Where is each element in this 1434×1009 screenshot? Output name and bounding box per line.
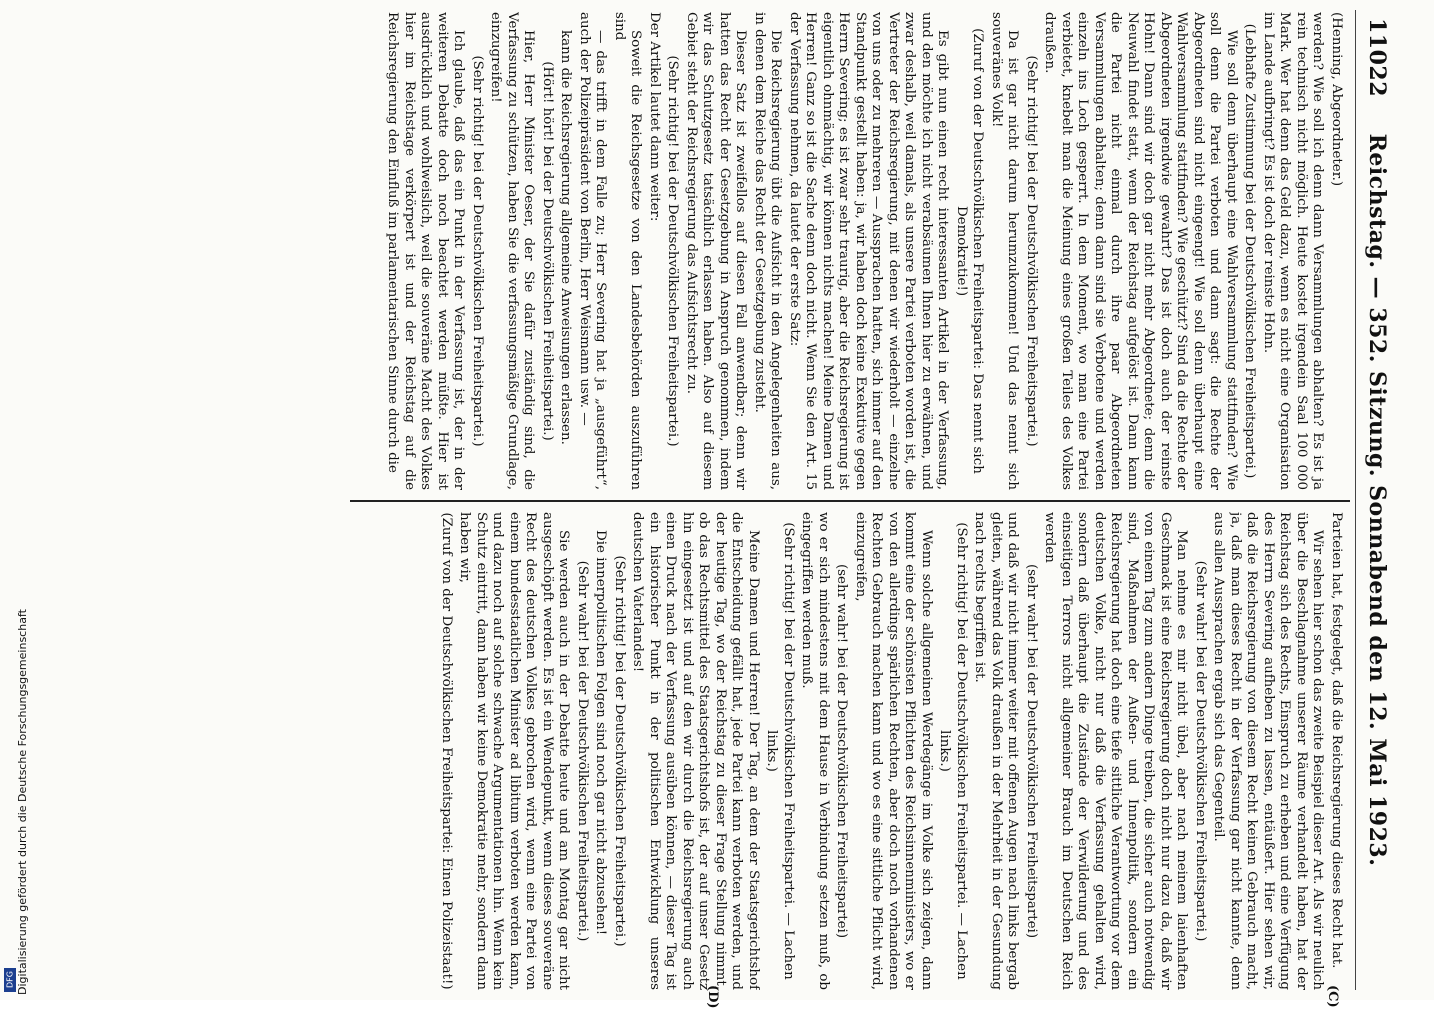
paragraph: (Sehr richtig! bei der Deutschvölkischen Freiheitspartei.) bbox=[612, 555, 627, 947]
paragraph: Hier, Herr Minister Oeser, der Sie dafür zuständig sind, die Verfassung zu schützen, haben Sie die verfassungsmäßige Grundlage, einzugreifen! bbox=[488, 12, 537, 490]
dfg-logo: DFG bbox=[4, 968, 16, 992]
paragraph: kann die Reichsregierung allgemeine Anweisungen erlassen. bbox=[558, 30, 574, 445]
page-title: Reichstag. — 352. Sitzung. Sonnabend den 12. Mai 1923. bbox=[1364, 133, 1390, 867]
digitization-footer bbox=[2, 0, 29, 1000]
paragraph: (Sehr richtig! bei der Deutschvölkischen Freiheitspartei.) bbox=[470, 55, 485, 447]
paragraph: Wenn solche allgemeinen Werdegänge im Volke sich zeigen, dann kommt eine der schönsten Pflichten des Reichsinnenministers, wo er von den allerdings spärlichen Rechten, aber doch noch vorhandenen Rechten Gebrauch machen kann und wo es eine sittliche Pflicht wird, einzugreifen, bbox=[853, 512, 934, 990]
paragraph: — das trifft in dem Falle zu; Herr Severing hat ja „ausgeführt“, auch der Polizeipräsident von Berlin, Herr Weismann usw. — bbox=[577, 12, 609, 490]
paragraph: Der Artikel lautet dann weiter: bbox=[647, 12, 662, 222]
paragraph: werden? Wie soll ich denn dann Versammlungen abhalten? Es ist ja rein technisch nicht möglich. Heute kostet irgendein Saal 100 000 Mark. Wer hat denn das Geld dazu, wenn es nicht eine Organisation im Lande aufbringt? Es ist doch der reinste Hohn. bbox=[1261, 12, 1326, 490]
paragraph: (Sehr richtig! bei der Deutschvölkischen Freiheitspartei.) bbox=[665, 55, 681, 447]
digitization-credit: Digitalisierung gefördert durch die Deutsche Forschungsgemeinschaft bbox=[16, 609, 29, 995]
paragraph: (Zuruf von der Deutschvölkischen Freiheitspartei: Einen Polizeistaat!) bbox=[439, 512, 454, 990]
column-divider bbox=[350, 500, 1350, 502]
document-sheet bbox=[20, 0, 1400, 1009]
paragraph: Wie soll denn überhaupt eine Wahlversammlung stattfinden? Wie soll denn die Partei verboten und dann sagt: die Rechte der Abgeordneten sind nicht eingeengt! Wie soll denn überhaupt eine Wahlversammlung stattfinden? Wie geschützt? Sind da die Rechte der Abgeordneten irgendwie gewahrt? Das ist doch auch der reinste Hohn! Dann sind wir doch gar nicht mehr Abgeordnete; denn die Neuwahl findet statt, wenn der Reichstag aufgelöst ist. Dann kann die Partei nicht einmal durch ihre paar Abgeordneten Versammlungen abhalten; denn dann sind sie Verbotene und werden einzeln ins Loch gesperrt. In dem Moment, wo man eine Partei verbietet, knebelt man die Meinung eines großen Teiles des Volkes draußen. bbox=[1042, 12, 1239, 490]
page-header bbox=[1354, 10, 1394, 990]
paragraph: Sie werden auch in der Debatte heute und am Montag gar nicht ausgeschöpft werden. Es ist ein Wendepunkt, wenn dieses souveräne Recht des deutschen Volkes gebrochen wird, wenn eine Partei von einem bundesstaatlichen Minister ad libitum verboten werden kann, und dazu noch auf solche schwache Argumentationen hin. Wenn kein Schutz eintritt, dann haben wir keine Demokratie mehr, sondern dann haben wir, bbox=[457, 512, 572, 990]
paragraph: (Sehr richtig! bei der Deutschvölkischen Freiheitspartei.) bbox=[1024, 55, 1039, 447]
paragraph: (Henning, Abgeordneter.) bbox=[1329, 12, 1344, 187]
paragraph: (sehr wahr! bei der Deutschvölkischen Freiheitspartei) bbox=[834, 563, 850, 939]
paragraph: (Sehr richtig! bei der Deutschvölkischen Freiheitspartei. — Lachen links.) bbox=[764, 522, 796, 980]
paragraph: Wir sehen hier schon das zweite Beispiel dieser Art. Als wir neulich über die Beschlagnahme unserer Räume verhandelt haben, hat der Reichstag sich des Rechts, Einspruch zu erheben und eine Verfügung des Herrn Severing aufheben zu lassen, entäußert. Hier sehen wir, daß die Reichsregierung von diesem Recht keinen Gebrauch macht, ja, daß man dieses Recht in der Verfassung gar nicht kannte, denn aus allen Aussprachen ergab sich das Gegenteil. bbox=[1211, 512, 1326, 990]
paragraph: Die innerpolitischen Folgen sind noch gar nicht abzusehen! bbox=[593, 530, 609, 936]
paragraph: Ich glaube, daß das ein Punkt in der Verfassung ist, der in der weiteren Debatte doch noch beachtet werden müßte. Hier ist ausdrücklich und wohlweislich, weil die souveräne Macht des Volkes hier im Reichstage verkörpert ist und der Reichstag auf die Reichsregierung den Einfluß im parlamentarischen Sinne durch die bbox=[385, 12, 467, 490]
page-number: 11022 bbox=[1364, 18, 1390, 98]
paragraph: und daß wir nicht immer weiter mit offenen Augen nach links bergab gleiten, während das Volk draußen in der Mehrheit in der Gesundung nach rechts begriffen ist. bbox=[972, 512, 1021, 990]
left-column bbox=[344, 12, 1344, 490]
margin-mark-d: (D) bbox=[705, 985, 720, 1009]
paragraph: (Sehr wahr! bei der Deutschvölkischen Freiheitspartei.) bbox=[575, 560, 590, 942]
header-rule bbox=[1355, 10, 1356, 990]
paragraph: (Sehr richtig! bei der Deutschvölkischen Freiheitspartei. — Lachen links.) bbox=[937, 522, 969, 980]
paragraph: (Lebhafte Zustimmung bei der Deutschvölkischen Freiheitspartei.) bbox=[1242, 23, 1258, 479]
paragraph: (sehr wahr! bei der Deutschvölkischen Freiheitspartei) bbox=[1024, 563, 1039, 939]
paragraph: Es gibt nun einen recht interessanten Artikel in der Verfassung, und den möchte ich nicht verabsäumen Ihnen hier zu erwähnen, und zwar deshalb, weil damals, als unsere Partei verboten worden ist, die Vertreter der Reichsregierung, mit denen wir wiederholt — einzelne von uns oder zu mehreren — Aussprachen hatten, sich immer auf den Standpunkt gestellt haben: ja, wir haben doch keine Exekutive gegen Herrn Severing; es ist zwar sehr traurig, aber die Reichsregierung ist eigentlich ohnmächtig, wir können nichts machen! Meine Damen und Herren! Ganz so ist die Sache denn doch nicht. Wenn Sie den Art. 15 der Verfassung nehmen, da lautet der erste Satz: bbox=[787, 12, 951, 490]
right-column bbox=[344, 512, 1344, 990]
margin-mark-c: (C) bbox=[1325, 985, 1340, 1008]
paragraph: Die Reichsregierung übt die Aufsicht in den Angelegenheiten aus, in denen dem Reiche das Recht der Gesetzgebung zusteht. bbox=[752, 12, 784, 490]
paragraph: (Hört! hört! bei der Deutschvölkischen Freiheitspartei.) bbox=[540, 61, 555, 441]
paragraph: Man nehme es mir nicht übel, aber nach meinem laienhaften Geschmack ist eine Reichsregierung doch nicht nur dazu da, daß wir von einem Tag zum andern Dinge treiben, die sicher auch notwendig sind, Maßnahmen der Außen- und Innenpolitik, sondern ein Reichsregierung hat doch eine tiefe sittliche Verantwortung vor dem deutschen Volke, nicht nur daß die Verfassung gehalten wird, sondern daß überhaupt die Zustände der Verwilderung und des einseitigen Terrors nicht allgemeiner Brauch im Deutschen Reich werden bbox=[1042, 512, 1190, 990]
paragraph: (Zuruf von der Deutschvölkischen Freiheitspartei: Das nennt sich Demokratie!) bbox=[954, 28, 986, 474]
paragraph: Soweit die Reichsgesetze von den Landesbehörden auszuführen sind bbox=[612, 12, 644, 490]
paragraph: wo er sich mindestens mit dem Hause in Verbindung setzen muß, ob eingegriffen werden muß. bbox=[799, 512, 831, 990]
paragraph: Dieser Satz ist zweifellos auf diesen Fall anwendbar; denn wir hatten das Recht der Gesetzgebung in Anspruch genommen, indem wir das Schutzgesetz tatsächlich erlassen haben. Also auf diesem Gebiet steht der Reichsregierung das Aufsichtsrecht zu. bbox=[684, 12, 749, 490]
paragraph: Meine Damen und Herren! Der Tag, an dem der Staatsgerichtshof die Entscheidung gefällt hat, jede Partei kann verboten werden, und der heutige Tag, wo der Reichstag zu dieser Frage Stellung nimmt, ob das Rechtsmittel des Staatsgerichtshofs ist, der auf unser Gesetz hin eingesetzt ist und auf den wir durch die Reichsregierung auch einen Druck nach der Verfassung ausüben können, — dieser Tag ist ein historischer Punkt in der politischen Entwicklung unseres deutschen Vaterlandes! bbox=[630, 512, 761, 990]
paragraph: Parteien hat, festgelegt, daß die Reichsregierung dieses Recht hat. bbox=[1329, 512, 1344, 969]
paragraph: (Sehr wahr! bei der Deutschvölkischen Freiheitspartei.) bbox=[1193, 560, 1208, 942]
paragraph: Da ist gar nicht darum herumzukommen! Und das nennt sich souveränes Volk! bbox=[989, 12, 1021, 490]
